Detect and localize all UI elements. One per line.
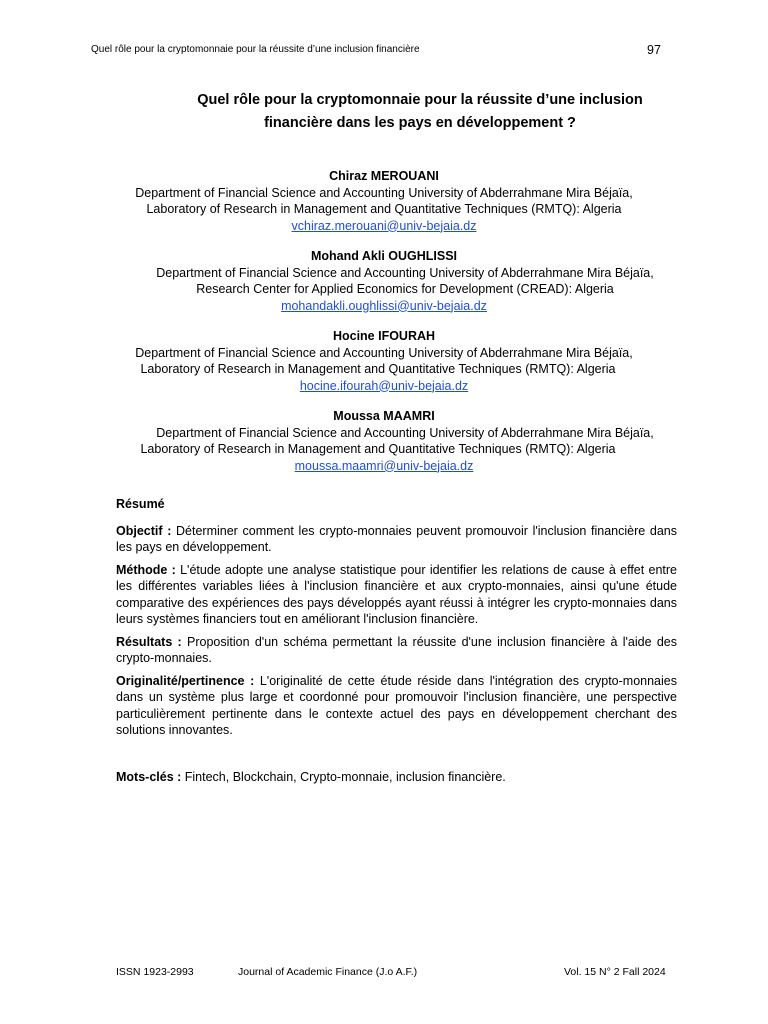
method-label: Méthode : xyxy=(116,562,176,577)
author-affiliation: Laboratory of Research in Management and Quantitative Techniques (RMTQ): Algeria xyxy=(140,362,616,376)
originality-text: L'originalité de cette étude réside dans l'intégration des crypto-monnaies dans un système plus large et coordonné pour promouvoir l'inclusion financière, une perspective particulièrement pertinente dans le contexte actuel des pays en développement cherchant des solutions innovantes. xyxy=(116,673,677,737)
originality-label: Originalité/pertinence : xyxy=(116,673,255,688)
author-affiliation: Department of Financial Science and Accounting University of Abderrahmane Mira Béjaïa, xyxy=(156,265,654,280)
author-affiliation: Department of Financial Science and Accounting University of Abderrahmane Mira Béjaïa, xyxy=(135,345,633,360)
author-affiliation: Research Center for Applied Economics for Development (CREAD): Algeria xyxy=(196,282,614,296)
footer-issn: ISSN 1923-2993 xyxy=(116,966,194,978)
abstract-method xyxy=(116,562,677,628)
author-block-1 xyxy=(0,168,768,234)
paper-title-line-2: financière dans les pays en développement ? xyxy=(264,115,576,131)
paper-title xyxy=(110,89,730,135)
author-name: Hocine IFOURAH xyxy=(332,329,436,343)
results-text: Proposition d'un schéma permettant la réussite d'une inclusion financière à l'aide des crypto-monnaies. xyxy=(116,634,677,665)
keywords-text: Fintech, Blockchain, Crypto-monnaie, inclusion financière. xyxy=(181,769,506,784)
running-header-title: Quel rôle pour la cryptomonnaie pour la réussite d’une inclusion financière xyxy=(91,44,420,55)
author-affiliation: Department of Financial Science and Accounting University of Abderrahmane Mira Béjaïa, xyxy=(135,185,633,200)
abstract-objective xyxy=(116,523,677,556)
author-affiliation: Laboratory of Research in Management and Quantitative Techniques (RMTQ): Algeria xyxy=(146,202,622,216)
author-name: Moussa MAAMRI xyxy=(333,409,435,423)
keywords-label: Mots-clés : xyxy=(116,769,182,784)
author-name: Mohand Akli OUGHLISSI xyxy=(310,249,458,263)
footer-volume: Vol. 15 N° 2 Fall 2024 xyxy=(564,966,666,978)
paper-title-line-1: Quel rôle pour la cryptomonnaie pour la réussite d’une inclusion xyxy=(197,92,643,108)
author-email-link[interactable]: moussa.maamri@univ-bejaia.dz xyxy=(294,458,474,473)
method-text: L'étude adopte une analyse statistique pour identifier les relations de cause à effet entre les différentes variables liées à l'inclusion financière et aux crypto-monnaies, ainsi qu'une étude comparative des expériences des pays développés ayant réussi à intégrer les crypto-monnaies dans leurs systèmes financiers tout en améliorant l'inclusion financière. xyxy=(116,562,677,626)
author-email-link[interactable]: vchiraz.merouani@univ-bejaia.dz xyxy=(291,218,477,233)
author-email-link[interactable]: mohandakli.oughlissi@univ-bejaia.dz xyxy=(281,298,487,313)
abstract-section xyxy=(116,496,677,791)
abstract-results xyxy=(116,634,677,667)
objective-label: Objectif : xyxy=(116,523,172,538)
author-block-3 xyxy=(0,328,768,394)
page-number: 97 xyxy=(647,43,661,57)
author-email-link[interactable]: hocine.ifourah@univ-bejaia.dz xyxy=(299,378,469,393)
author-block-4 xyxy=(0,408,768,474)
author-block-2 xyxy=(0,248,768,314)
abstract-heading: Résumé xyxy=(116,497,165,511)
keywords xyxy=(116,769,677,786)
abstract-originality xyxy=(116,673,677,739)
footer-journal: Journal of Academic Finance (J.o A.F.) xyxy=(238,966,418,978)
author-affiliation: Department of Financial Science and Accounting University of Abderrahmane Mira Béjaïa, xyxy=(156,425,654,440)
results-label: Résultats : xyxy=(116,634,182,649)
objective-text: Déterminer comment les crypto-monnaies peuvent promouvoir l'inclusion financière dans les pays en développement. xyxy=(116,523,677,554)
author-name: Chiraz MEROUANI xyxy=(329,169,439,183)
author-affiliation: Laboratory of Research in Management and Quantitative Techniques (RMTQ): Algeria xyxy=(140,442,616,456)
